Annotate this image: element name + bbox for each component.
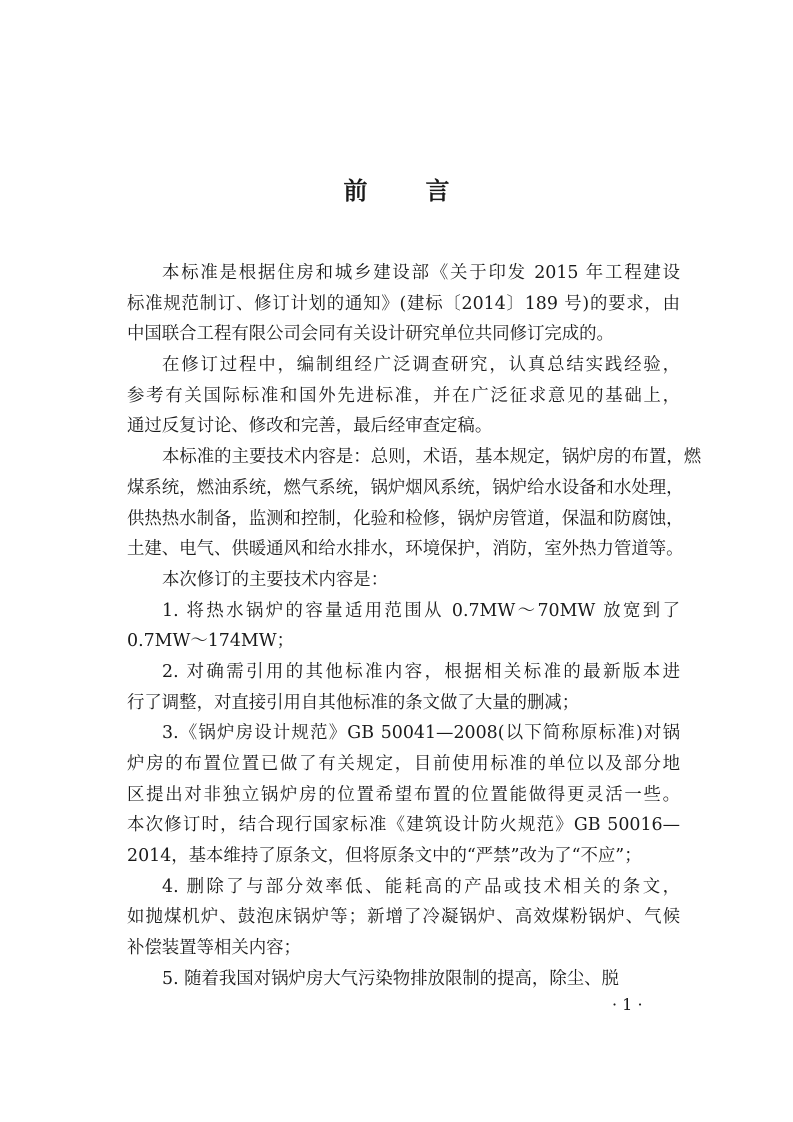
text-line: 4. 删除了与部分效率低、能耗高的产品或技术相关的条文，	[162, 876, 680, 897]
title-char-2: 言	[425, 177, 450, 205]
text-line: 通过反复讨论、修改和完善，最后经审查定稿。	[127, 416, 493, 437]
paragraph-revision-item-4	[127, 872, 680, 964]
text-line: 行了调整，对直接引用自其他标准的条文做了大量的删减；	[127, 692, 580, 713]
text-line: 本次修订时，结合现行国家标准《建筑设计防火规范》GB 50016—	[127, 815, 680, 836]
text-line: 煤系统，燃油系统，燃气系统，锅炉烟风系统，锅炉给水设备和水处理，	[127, 477, 684, 498]
text-line: 如抛煤机炉、鼓泡床锅炉等；新增了冷凝锅炉、高效煤粉锅炉、气候	[127, 907, 680, 928]
paragraph-revision-item-2	[127, 657, 680, 718]
text-line: 本标准是根据住房和城乡建设部《关于印发 2015 年工程建设	[162, 263, 680, 283]
text-line: 在修订过程中，编制组经广泛调查研究，认真总结实践经验，	[162, 355, 680, 376]
text-line: 参考有关国际标准和国外先进标准，并在广泛征求意见的基础上，	[127, 385, 680, 406]
paragraph-revision-item-5	[127, 964, 680, 995]
paragraph-main-content	[127, 442, 702, 565]
document-body	[127, 258, 702, 995]
text-line: 1. 将热水锅炉的容量适用范围从 0.7MW～70MW 放宽到了	[162, 600, 680, 621]
text-line: 炉房的布置位置已做了有关规定，目前使用标准的单位以及部分地	[127, 754, 680, 774]
text-line: 2. 对确需引用的其他标准内容，根据相关标准的最新版本进	[162, 661, 680, 682]
paragraph-revision-item-1	[127, 596, 680, 657]
text-line: 2014，基本维持了原条文，但将原条文中的“严禁”改为了“不应”；	[127, 846, 642, 867]
page-title	[0, 171, 793, 206]
paragraph-basis	[127, 258, 680, 350]
text-line: 0.7MW～174MW；	[127, 631, 294, 652]
text-line: 5. 随着我国对锅炉房大气污染物排放限制的提高，除尘、脱	[162, 968, 619, 989]
text-line: 本标准的主要技术内容是：总则，术语，基本规定，锅炉房的布置，燃	[162, 447, 702, 468]
paragraph-revision-item-3	[127, 718, 680, 871]
text-line: 本次修订的主要技术内容是：	[162, 569, 389, 590]
text-line: 标准规范制订、修订计划的通知》(建标〔2014〕189 号)的要求，由	[127, 293, 680, 314]
text-line: 土建、电气、供暖通风和给水排水，环境保护，消防，室外热力管道等。	[127, 539, 684, 560]
paragraph-revision-intro	[127, 565, 680, 596]
paragraph-process	[127, 350, 680, 442]
title-char-1: 前	[343, 177, 368, 205]
text-line: 补偿装置等相关内容；	[127, 938, 301, 959]
text-line: 中国联合工程有限公司会同有关设计研究单位共同修订完成的。	[127, 324, 614, 345]
text-line: 3.《锅炉房设计规范》GB 50041—2008(以下简称原标准)对锅	[162, 723, 680, 744]
text-line: 区提出对非独立锅炉房的位置希望布置的位置能做得更灵活一些。	[127, 784, 680, 805]
page-number: · 1 ·	[612, 995, 643, 1014]
text-line: 供热热水制备，监测和控制，化验和检修，锅炉房管道，保温和防腐蚀，	[127, 508, 684, 529]
